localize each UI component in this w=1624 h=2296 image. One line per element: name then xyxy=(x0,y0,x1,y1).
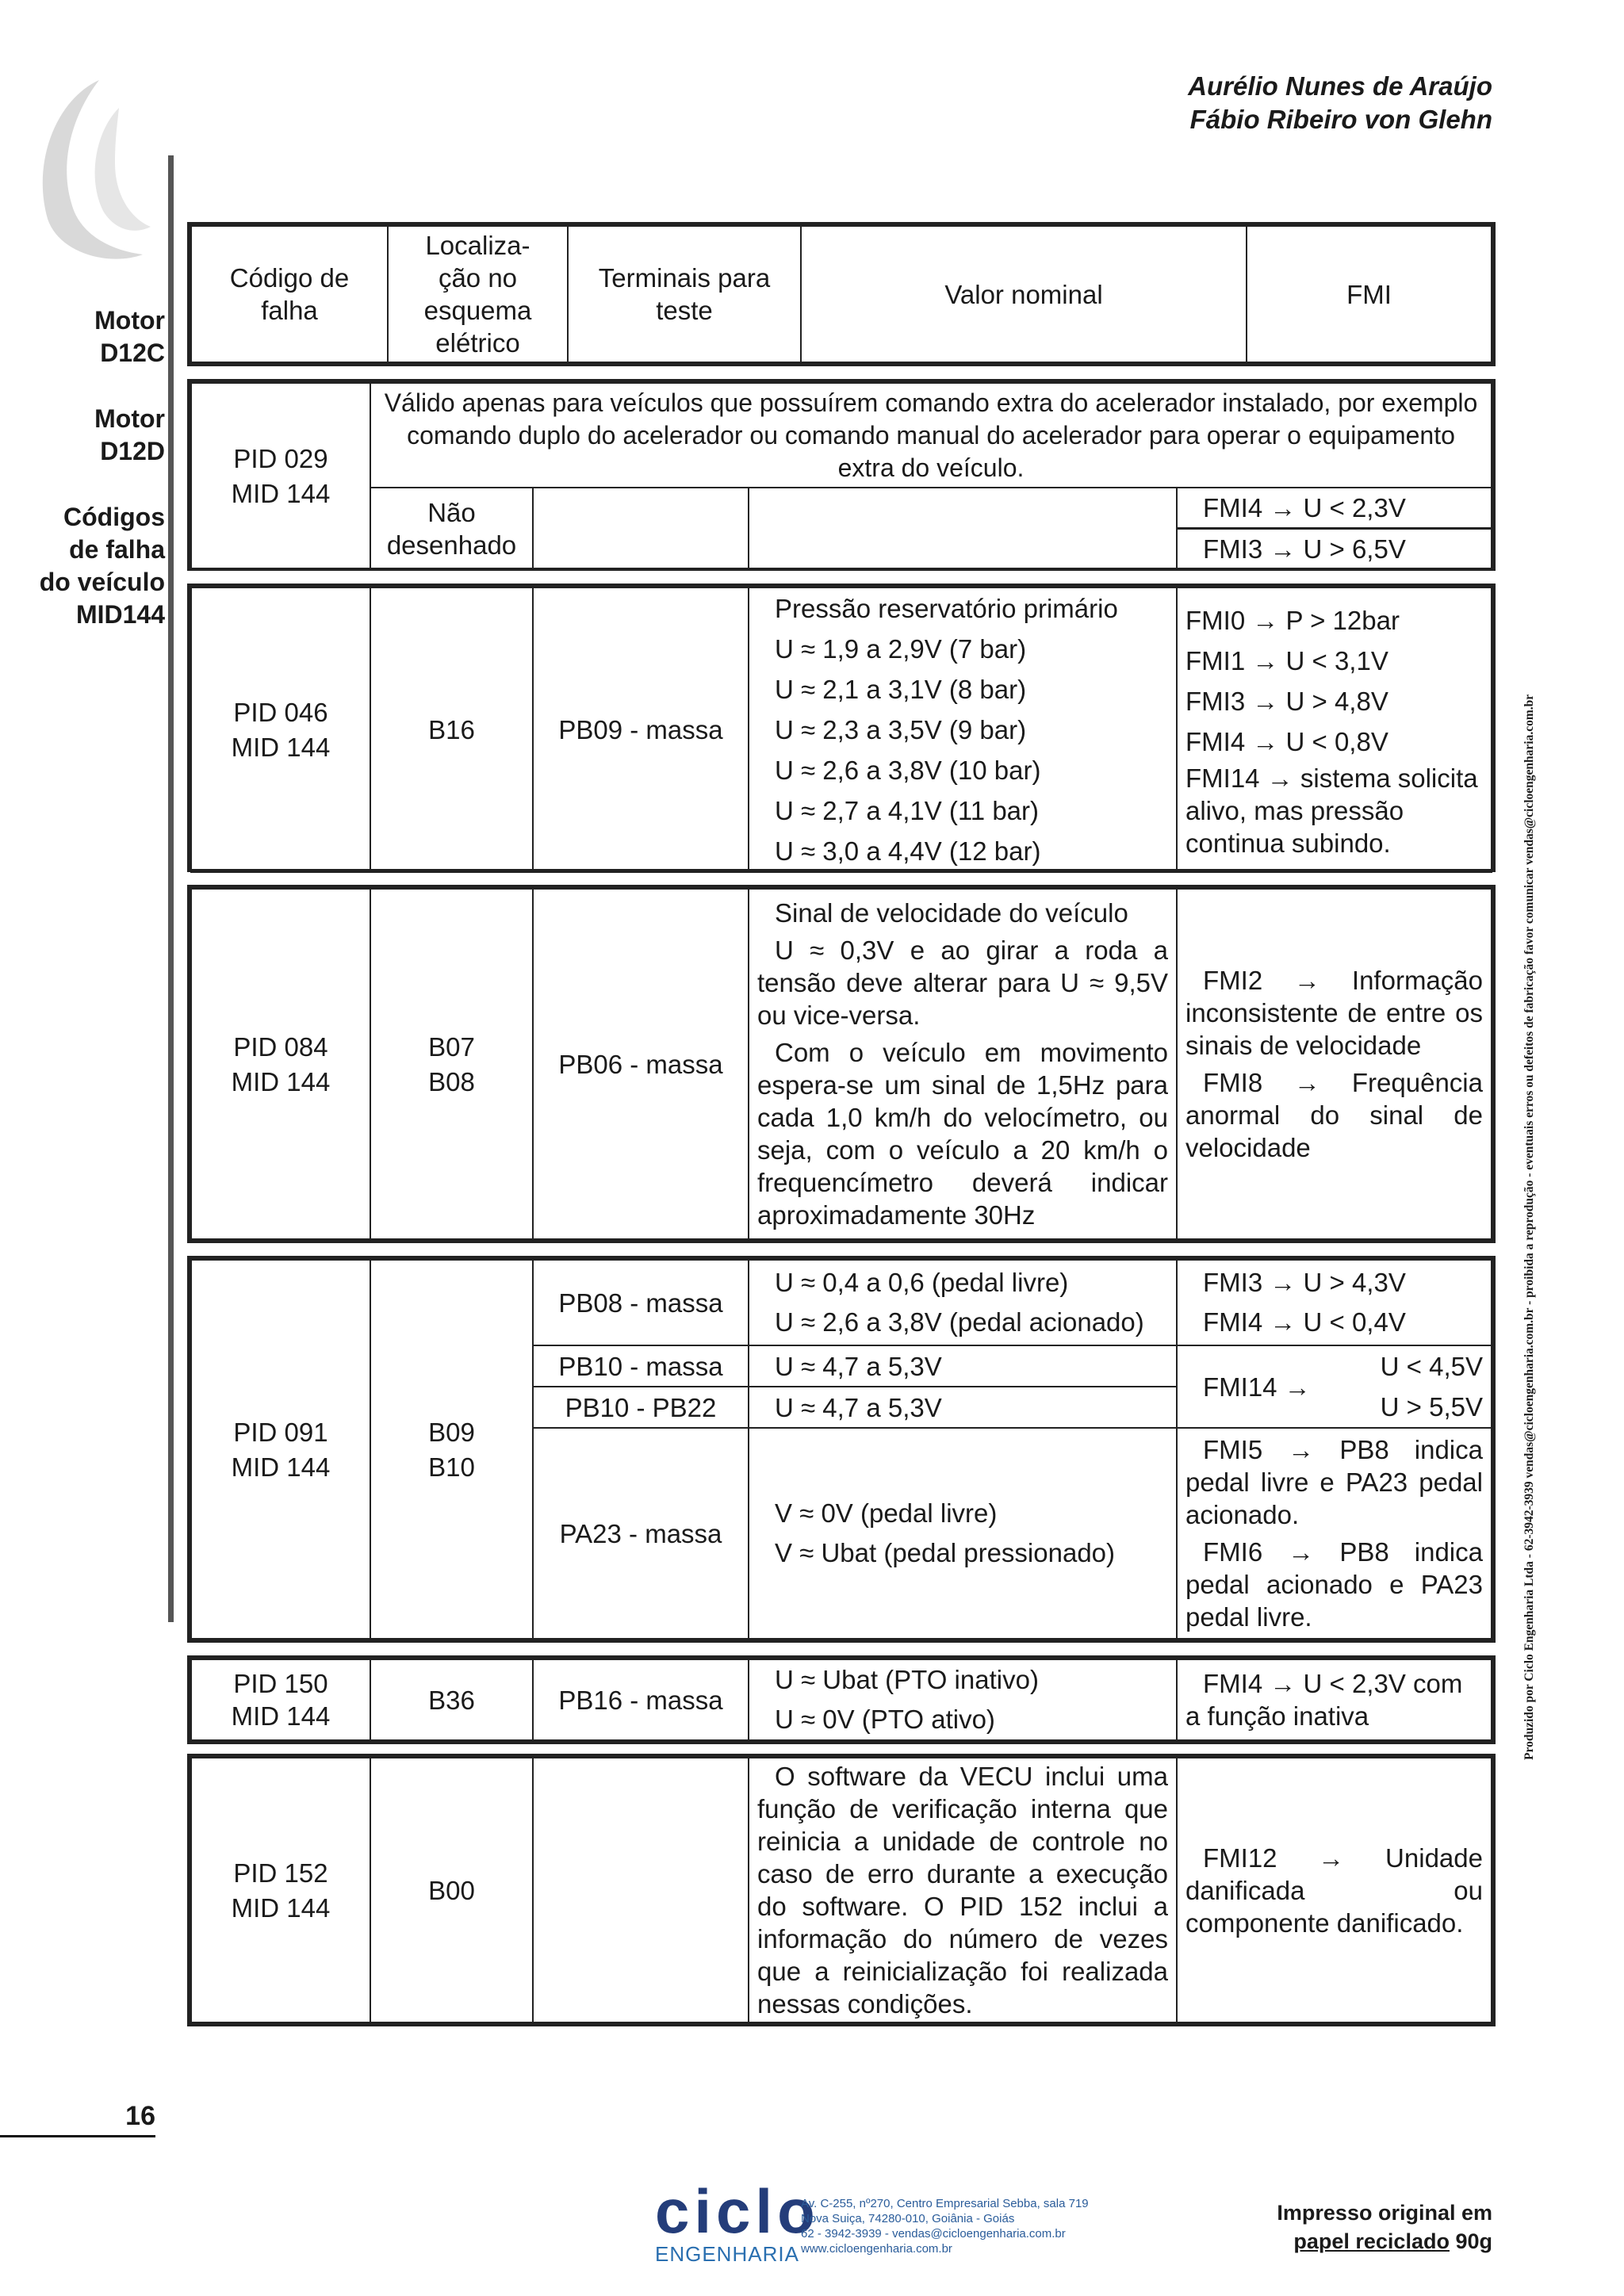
value-paragraph: U ≈ 0,3V e ao girar a roda a tensão deve alterar para U ≈ 9,5V ou vice-versa. xyxy=(757,936,1168,1030)
terminal: PB09 - massa xyxy=(533,587,749,872)
value-line: U ≈ 0V (PTO ativo) xyxy=(775,1705,995,1734)
value-line: U ≈ 2,7 a 4,1V (11 bar) xyxy=(775,796,1039,825)
terminal: PA23 - massa xyxy=(533,1428,749,1639)
fault-code xyxy=(191,383,370,569)
fmi14-label: FMI14 → xyxy=(1203,1372,1311,1402)
values xyxy=(749,488,1177,569)
value-line: U ≈ 2,3 a 3,5V (9 bar) xyxy=(775,715,1027,744)
footer-address xyxy=(801,2196,1089,2256)
terminal xyxy=(533,1758,749,2022)
code-line: PID 091 xyxy=(233,1417,328,1447)
fmi-line: FMI2 → Informação inconsistente de entre os sinais de velocidade xyxy=(1185,966,1483,1060)
page-number: 16 xyxy=(0,2101,155,2137)
fmi-cell xyxy=(1177,488,1492,569)
terminal: PB08 - massa xyxy=(533,1260,749,1345)
header-line: Terminais para xyxy=(598,263,771,293)
fault-code xyxy=(191,1659,370,1740)
value-line: Pressão reservatório primário xyxy=(775,594,1118,623)
author-1: Aurélio Nunes de Araújo xyxy=(1188,71,1492,101)
header-line: Código de xyxy=(229,263,350,293)
authors xyxy=(1188,70,1492,136)
location-line: B08 xyxy=(428,1066,475,1096)
code-line: PID 046 xyxy=(233,698,328,727)
location-line: desenhado xyxy=(386,530,517,560)
sidebar xyxy=(6,304,165,664)
code-line: PID 084 xyxy=(233,1031,328,1062)
logo-text: ciclo xyxy=(655,2176,820,2246)
fmi14-conditions xyxy=(1381,1346,1483,1427)
header-valor: Valor nominal xyxy=(801,226,1247,362)
value-line: U ≈ 1,9 a 2,9V (7 bar) xyxy=(775,634,1027,664)
location xyxy=(370,488,533,569)
sidebar-line: Códigos xyxy=(63,503,165,531)
printed-line xyxy=(1277,2227,1492,2256)
fmi14-condition: U < 4,5V xyxy=(1380,1352,1483,1381)
sidebar-line: de falha xyxy=(69,535,165,564)
sidebar-line: do veículo xyxy=(39,568,165,596)
vertical-divider xyxy=(168,155,174,1622)
location: B36 xyxy=(370,1659,533,1740)
values xyxy=(749,1659,1177,1740)
value-line: U ≈ Ubat (PTO inativo) xyxy=(775,1665,1039,1694)
header-line: ção no xyxy=(438,263,518,293)
location xyxy=(370,889,533,1239)
location-line: Não xyxy=(427,497,476,527)
value-line: U ≈ 3,0 a 4,4V (12 bar) xyxy=(775,836,1041,866)
code-line: MID 144 xyxy=(231,1892,331,1923)
fmi-line: FMI4 → U < 0,8V xyxy=(1185,727,1388,756)
fmi-line: FMI3 → U > 4,8V xyxy=(1185,687,1388,716)
fmi-cell: FMI4 → U < 2,3V com a função inativa xyxy=(1177,1659,1492,1740)
code-line: MID 144 xyxy=(231,1066,331,1096)
sidebar-group-d12d xyxy=(6,403,165,468)
fmi-line: FMI4 → U < 2,3V xyxy=(1178,488,1491,530)
block-pid-150 xyxy=(187,1655,1496,1744)
fmi-cell xyxy=(1177,1260,1492,1345)
value-line: U ≈ 2,1 a 3,1V (8 bar) xyxy=(775,675,1027,704)
address-line: Nova Suiça, 74280-010, Goiânia - Goiás xyxy=(801,2212,1015,2225)
sidebar-line: MID144 xyxy=(75,600,165,629)
fmi-cell: FMI12 → Unidade danificada ou componente danificado. xyxy=(1177,1758,1492,2022)
values: O software da VECU inclui uma função de verificação interna que reinicia a unidade de controle no caso de erro durante a execução do software. O PID 152 inclui a informação do número de vezes que a reinicialização foi realizada nessas condições. xyxy=(749,1758,1177,2022)
location xyxy=(370,1260,533,1639)
address-line: www.cicloengenharia.com.br xyxy=(801,2242,952,2256)
block-pid-029 xyxy=(187,379,1496,571)
printed-weight: 90g xyxy=(1449,2229,1492,2253)
location: B16 xyxy=(370,587,533,872)
header-line: falha xyxy=(261,296,318,325)
values xyxy=(749,889,1177,1239)
value-line: V ≈ Ubat (pedal pressionado) xyxy=(775,1538,1116,1567)
fmi-line: FMI3 → U > 4,3V xyxy=(1203,1268,1406,1297)
value-paragraph: Com o veículo em movimento espera-se um sinal de 1,5Hz para cada 1,0 km/h do velocímetro, ou seja, com o veículo a 20 km/h o frequencímetro deverá indicar aproximadamente 30Hz xyxy=(757,1038,1168,1230)
fault-code xyxy=(191,889,370,1239)
code-line: MID 144 xyxy=(231,1701,331,1731)
header-codigo xyxy=(191,226,388,362)
fault-code xyxy=(191,1758,370,2022)
copyright-side-note: Produzido por Ciclo Engenharia Ltda - 62-3942-3939 vendas@cicloengenharia.com.br - proibida a reprodução - eventuais erros ou defeitos de fabricação favor comunicar vendas@cicloengenharia.com.br xyxy=(1522,694,1536,1760)
printed-underlined: papel reciclado xyxy=(1293,2229,1450,2253)
fmi-cell xyxy=(1177,1428,1492,1639)
fmi-line: FMI6 → PB8 indica pedal acionado e PA23 pedal livre. xyxy=(1185,1537,1483,1632)
header-line: esquema xyxy=(423,296,532,325)
header-line: Localiza- xyxy=(425,231,530,260)
header-terminais xyxy=(568,226,801,362)
printed-line: Impresso original em xyxy=(1277,2201,1492,2225)
swoosh-logo-icon xyxy=(24,76,159,274)
value-line: Sinal de velocidade do veículo xyxy=(775,898,1128,928)
sidebar-line: Motor xyxy=(94,306,165,335)
location-line: B10 xyxy=(428,1452,475,1482)
fmi14-condition: U > 5,5V xyxy=(1380,1392,1483,1422)
location-line: B07 xyxy=(428,1031,475,1062)
code-line: MID 144 xyxy=(231,479,331,508)
fmi-line: FMI0 → P > 12bar xyxy=(1185,606,1400,635)
fmi-line: FMI14 → sistema solicita alivo, mas pressão continua subindo. xyxy=(1185,763,1478,858)
code-line: MID 144 xyxy=(231,1452,331,1482)
sidebar-group-codigos xyxy=(6,501,165,631)
header-line: teste xyxy=(656,296,713,325)
terminal: PB10 - PB22 xyxy=(533,1387,749,1428)
code-line: MID 144 xyxy=(231,733,331,762)
printed-note xyxy=(1277,2198,1492,2256)
fmi-line: FMI3 → U > 6,5V xyxy=(1203,534,1406,564)
fault-code xyxy=(191,1260,370,1639)
block-pid-152 xyxy=(187,1754,1496,2026)
terminal: PB06 - massa xyxy=(533,889,749,1239)
code-line: PID 029 xyxy=(233,444,328,473)
sidebar-group-d12c xyxy=(6,304,165,369)
fault-code xyxy=(191,587,370,872)
terminal xyxy=(533,488,749,569)
code-line: PID 152 xyxy=(233,1858,328,1888)
terminal: PB10 - massa xyxy=(533,1345,749,1387)
block-pid-046 xyxy=(187,584,1496,872)
sidebar-line: Motor xyxy=(94,404,165,433)
block-pid-084 xyxy=(187,885,1496,1243)
block-note: Válido apenas para veículos que possuírem comando extra do acelerador instalado, por exemplo comando duplo do acelerador ou comando manual do acelerador para operar o equipamento extra do veículo. xyxy=(370,383,1492,488)
sidebar-line: D12C xyxy=(100,339,165,367)
values xyxy=(749,1260,1177,1345)
fmi-cell xyxy=(1177,889,1492,1239)
location: B00 xyxy=(370,1758,533,2022)
fmi-line: FMI5 → PB8 indica pedal livre e PA23 pedal acionado. xyxy=(1185,1435,1483,1529)
table-header xyxy=(187,222,1496,366)
sidebar-line: D12D xyxy=(100,437,165,465)
block-pid-091 xyxy=(187,1256,1496,1643)
address-line: Av. C-255, nº270, Centro Empresarial Sebba, sala 719 xyxy=(801,2197,1089,2210)
value-line: U ≈ 0,4 a 0,6 (pedal livre) xyxy=(775,1268,1069,1297)
logo-sub: ENGENHARIA xyxy=(655,2242,799,2266)
header-localizacao xyxy=(388,226,568,362)
ciclo-logo xyxy=(655,2176,820,2275)
header-line: elétrico xyxy=(435,328,520,358)
fmi-line: FMI4 → U < 0,4V xyxy=(1203,1307,1406,1337)
values: U ≈ 4,7 a 5,3V xyxy=(749,1345,1177,1387)
value-line: V ≈ 0V (pedal livre) xyxy=(775,1498,998,1528)
values xyxy=(749,587,1177,872)
author-2: Fábio Ribeiro von Glehn xyxy=(1189,105,1492,134)
terminal: PB16 - massa xyxy=(533,1659,749,1740)
address-line: 62 - 3942-3939 - vendas@cicloengenharia.com.br xyxy=(801,2227,1066,2241)
values: U ≈ 4,7 a 5,3V xyxy=(749,1387,1177,1428)
fmi14-split xyxy=(1203,1346,1483,1427)
header-fmi: FMI xyxy=(1247,226,1492,362)
value-line: U ≈ 2,6 a 3,8V (pedal acionado) xyxy=(775,1307,1144,1337)
value-line: U ≈ 2,6 a 3,8V (10 bar) xyxy=(775,756,1041,785)
fmi-line: FMI1 → U < 3,1V xyxy=(1185,646,1388,675)
fmi14-cell xyxy=(1177,1345,1492,1428)
fmi-cell xyxy=(1177,587,1492,872)
fmi-line: FMI8 → Frequência anormal do sinal de velocidade xyxy=(1185,1068,1483,1162)
location-line: B09 xyxy=(428,1417,475,1447)
code-line: PID 150 xyxy=(233,1669,328,1698)
values xyxy=(749,1428,1177,1639)
